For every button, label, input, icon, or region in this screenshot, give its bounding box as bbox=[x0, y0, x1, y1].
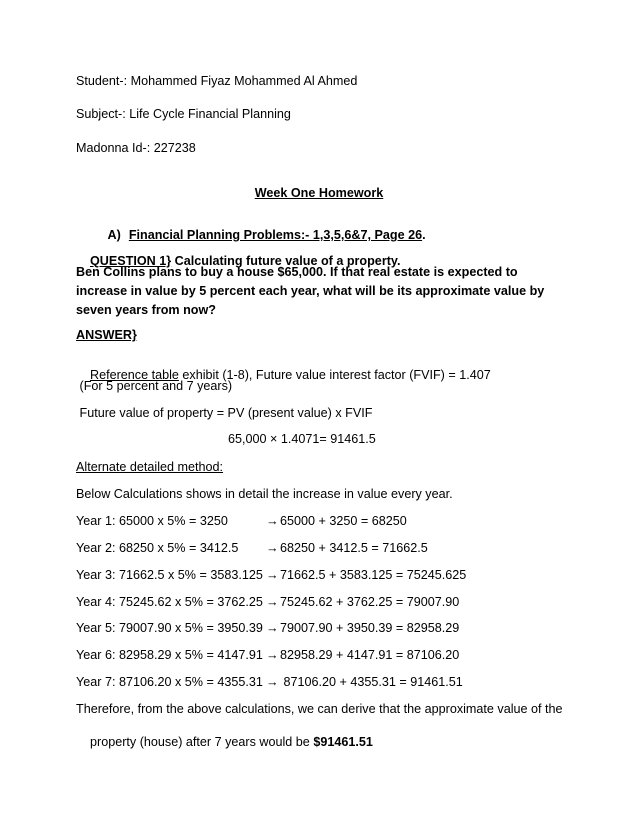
conclusion-line-2 bbox=[76, 720, 373, 765]
question1-body-line-3: seven years from now? bbox=[76, 303, 216, 317]
arrow-right-icon: → bbox=[266, 541, 279, 555]
year-calculation-left: Year 5: 79007.90 x 5% = 3950.39 bbox=[76, 621, 263, 635]
page-title: Week One Homework bbox=[254, 186, 384, 200]
year-sum: 82958.29 + 4147.91 = 87106.20 bbox=[280, 648, 460, 662]
answer-result: 65,000 × 1.4071= 91461.5 bbox=[228, 432, 376, 446]
arrow-right-icon: → bbox=[266, 595, 279, 609]
section-a-label: Financial Planning Problems:- 1,3,5,6&7, Page 26 bbox=[128, 228, 423, 242]
year-sum: 65000 + 3250 = 68250 bbox=[280, 514, 407, 528]
answer-formula: Future value of property = PV (present value) x FVIF bbox=[76, 406, 373, 420]
year-calculation-right bbox=[266, 621, 459, 636]
alternate-intro: Below Calculations shows in detail the increase in value every year. bbox=[76, 487, 453, 501]
year-calculation-right bbox=[266, 568, 466, 583]
year-calculation-right bbox=[266, 648, 459, 663]
reference-table-label: Reference table bbox=[90, 368, 179, 382]
question1-body-line-1: Ben Collins plans to buy a house $65,000. If that real estate is expected to bbox=[76, 265, 518, 279]
answer-label: ANSWER} bbox=[76, 328, 137, 342]
conclusion-text: property (house) after 7 years would be bbox=[90, 735, 314, 749]
question1-body-line-2: increase in value by 5 percent each year, what will be its approximate value by bbox=[76, 284, 545, 298]
answer-note: (For 5 percent and 7 years) bbox=[76, 379, 233, 393]
year-calculation-left: Year 6: 82958.29 x 5% = 4147.91 bbox=[76, 648, 263, 662]
year-calculation-left: Year 4: 75245.62 x 5% = 3762.25 bbox=[76, 595, 263, 609]
subject-line: Subject-: Life Cycle Financial Planning bbox=[76, 107, 291, 121]
reference-table-rest: exhibit (1-8), Future value interest factor (FVIF) = 1.407 bbox=[178, 368, 491, 382]
year-calculation-left: Year 3: 71662.5 x 5% = 3583.125 bbox=[76, 568, 263, 582]
alternate-method-label: Alternate detailed method: bbox=[76, 460, 224, 474]
year-sum: 87106.20 + 4355.31 = 91461.51 bbox=[280, 675, 463, 689]
year-calculation-left: Year 1: 65000 x 5% = 3250 bbox=[76, 514, 228, 528]
section-a-suffix: . bbox=[422, 228, 426, 242]
arrow-right-icon: → bbox=[266, 621, 279, 635]
student-line: Student-: Mohammed Fiyaz Mohammed Al Ahmed bbox=[76, 74, 358, 88]
year-calculation-right bbox=[266, 595, 459, 610]
madonna-id-line: Madonna Id-: 227238 bbox=[76, 141, 196, 155]
arrow-right-icon: → bbox=[266, 648, 279, 662]
year-calculation-right bbox=[266, 541, 428, 556]
year-sum: 75245.62 + 3762.25 = 79007.90 bbox=[280, 595, 460, 609]
arrow-right-icon: → bbox=[266, 675, 279, 689]
arrow-right-icon: → bbox=[266, 568, 279, 582]
year-sum: 79007.90 + 3950.39 = 82958.29 bbox=[280, 621, 460, 635]
question1-label: QUESTION 1} bbox=[90, 254, 172, 268]
arrow-right-icon: → bbox=[266, 514, 279, 528]
conclusion-line-1: Therefore, from the above calculations, we can derive that the approximate value of the bbox=[76, 702, 563, 716]
section-a-prefix: A) bbox=[107, 228, 121, 242]
conclusion-value: $91461.51 bbox=[313, 735, 373, 749]
year-calculation-left: Year 2: 68250 x 5% = 3412.5 bbox=[76, 541, 239, 555]
year-sum: 68250 + 3412.5 = 71662.5 bbox=[280, 541, 428, 555]
year-sum: 71662.5 + 3583.125 = 75245.625 bbox=[280, 568, 467, 582]
question1-title: Calculating future value of a property. bbox=[171, 254, 401, 268]
year-calculation-right bbox=[266, 675, 463, 690]
year-calculation-left: Year 7: 87106.20 x 5% = 4355.31 bbox=[76, 675, 263, 689]
year-calculation-right bbox=[266, 514, 407, 529]
